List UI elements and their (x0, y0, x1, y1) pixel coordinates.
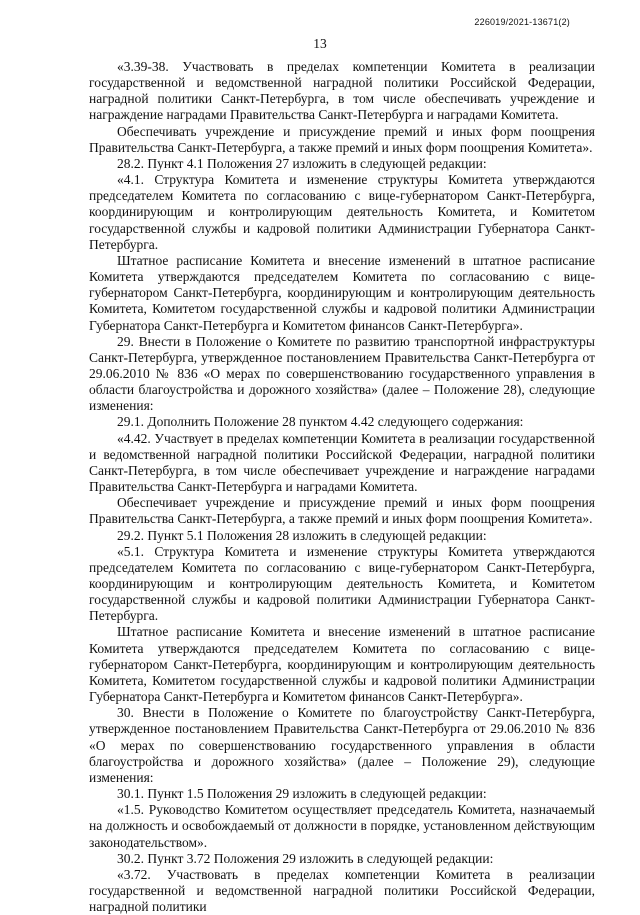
document-body (89, 59, 595, 915)
paragraph: Штатное расписание Комитета и внесение изменений в штатное расписание Комитета утверждаются председателем Комитета по согласованию с вице-губернатором Санкт-Петербурга, координирующим и контролирующим деятельность Комитета, Комитетом государственной службы и кадровой политики Администрации Губернатора Санкт-Петербурга и Комитетом финансов Санкт-Петербурга». (89, 624, 595, 705)
paragraph: 29.2. Пункт 5.1 Положения 28 изложить в следующей редакции: (117, 527, 487, 543)
paragraph: «4.42. Участвует в пределах компетенции Комитета в реализации государственной и ведомственной наградной политики Российской Федерации, наградной политики Санкт-Петербурга, в том числе обеспечивает учреждение и награждение наградами Правительства Санкт-Петербурга и наградами Комитета. (89, 430, 595, 495)
paragraph: 30.1. Пункт 1.5 Положения 29 изложить в следующей редакции: (117, 786, 487, 802)
document-registration-code: 226019/2021-13671(2) (474, 17, 570, 27)
paragraph: «4.1. Структура Комитета и изменение структуры Комитета утверждаются председателем Комитета по согласованию с вице-губернатором Санкт-Петербурга, координирующим и контролирующим деятельность Комитета, и Комитетом государственной службы и кадровой политики Администрации Губернатора Санкт-Петербурга. (89, 172, 595, 252)
paragraph: «5.1. Структура Комитета и изменение структуры Комитета утверждаются председателем Комитета по согласованию с вице-губернатором Санкт-Петербурга, координирующим и контролирующим деятельность Комитета, и Комитетом государственной службы и кадровой политики Администрации Губернатора Санкт-Петербурга. (89, 543, 595, 624)
paragraph: Штатное расписание Комитета и внесение изменений в штатное расписание Комитета утверждаются председателем Комитета по согласованию с вице-губернатором Санкт-Петербурга, координирующим и контролирующим деятельность Комитета, Комитетом государственной службы и кадровой политики Администрации Губернатора Санкт-Петербурга и Комитетом финансов Санкт-Петербурга». (89, 252, 595, 333)
paragraph: 28.2. Пункт 4.1 Положения 27 изложить в следующей редакции: (117, 155, 487, 171)
paragraph: Обеспечивать учреждение и присуждение премий и иных форм поощрения Правительства Санкт-Петербурга, а также премий и иных форм поощрения Комитета». (89, 123, 595, 155)
paragraph: «1.5. Руководство Комитетом осуществляет председатель Комитета, назначаемый на должность и освобождаемый от должности в порядке, установленном действующим законодательством». (89, 802, 595, 850)
paragraph: 29. Внести в Положение о Комитете по развитию транспортной инфраструктуры Санкт-Петербурга, утвержденное постановлением Правительства Санкт-Петербурга от 29.06.2010 № 836 «О мерах по совершенствованию государственного управления в области благоустройства и дорожного хозяйства» (далее – Положение 28), следующие изменения: (89, 333, 595, 414)
paragraph: «3.39-38. Участвовать в пределах компетенции Комитета в реализации государственной и ведомственной наградной политики Российской Федерации, наградной политики Санкт-Петербурга, в том числе обеспечивать учреждение и награждение наградами Правительства Санкт-Петербурга и наградами Комитета. (89, 59, 595, 123)
page-number: 13 (313, 36, 327, 51)
paragraph: 30.2. Пункт 3.72 Положения 29 изложить в следующей редакции: (117, 850, 494, 866)
paragraph: 29.1. Дополнить Положение 28 пунктом 4.42 следующего содержания: (117, 414, 524, 430)
paragraph: Обеспечивает учреждение и присуждение премий и иных форм поощрения Правительства Санкт-Петербурга, а также премий и иных форм поощрения Комитета». (89, 495, 595, 527)
paragraph: 30. Внести в Положение о Комитете по благоустройству Санкт-Петербурга, утвержденное постановлением Правительства Санкт-Петербурга от 29.06.2010 № 836 «О мерах по совершенствованию государственного управления в области благоустройства и дорожного хозяйства» (далее – Положение 29), следующие изменения: (89, 705, 595, 785)
paragraph: «3.72. Участвовать в пределах компетенции Комитета в реализации государственной и ведомственной наградной политики Российской Федерации, наградной политики (89, 866, 595, 915)
